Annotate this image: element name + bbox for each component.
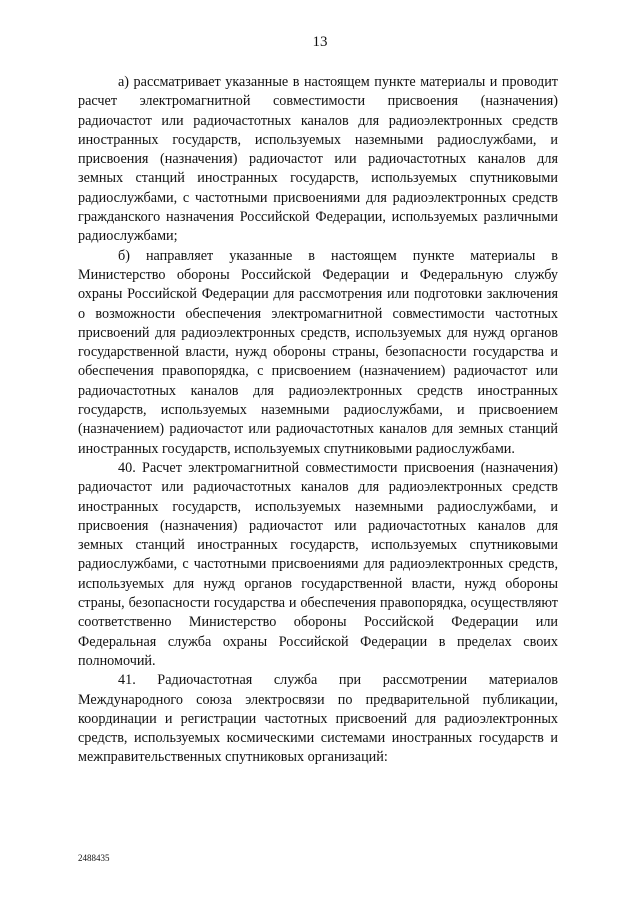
paragraph-40: 40. Расчет электромагнитной совместимости присвоения (назначения) радиочастот или радиочастотных каналов для радиоэлектронных средств иностранных государств, используемых наземными радиослужбами, и присвоения (назначения) радиочастот или радиочастотных каналов для земных станций иностранных государств, используемых спутниковыми радиослужбами, с частотными присвоениями для радиоэлектронных средств, используемых для нужд органов государственной власти, нужд обороны страны, безопасности государства и обеспечения правопорядка, осуществляют соответственно Министерство обороны Российской Федерации или Федеральная служба охраны Российской Федерации в пределах своих полномочий. xyxy=(78,459,558,669)
paragraph-41: 41. Радиочастотная служба при рассмотрении материалов Международного союза электросвязи по предварительной публикации, координации и регистрации частотных присвоений для радиоэлектронных средств, используемых космическими системами иностранных государств и межправительственных спутниковых организаций: xyxy=(78,672,558,766)
document-code: 2488435 xyxy=(78,853,110,863)
document-body xyxy=(78,73,558,768)
paragraph-b: б) направляет указанные в настоящем пункте материалы в Министерство обороны Российской Федерации и Федеральную службу охраны Российской Федерации для рассмотрения или подготовки заключения о возможности обеспечения электромагнитной совместимости частотных присвоений для радиоэлектронных средств, используемых для нужд органов государственной власти, нужд обороны страны, безопасности государства и обеспечения правопорядка, с присвоением (назначением) радиочастот или радиочастотных каналов для радиоэлектронных средств иностранных государств, используемых наземными радиослужбами, и присвоением (назначением) радиочастот или радиочастотных каналов для земных станций иностранных государств, используемых спутниковыми радиослужбами. xyxy=(78,247,558,457)
page-number: 13 xyxy=(312,34,328,50)
paragraph-a: а) рассматривает указанные в настоящем пункте материалы и проводит расчет электромагнитной совместимости присвоения (назначения) радиочастот или радиочастотных каналов для радиоэлектронных средств иностранных государств, используемых наземными радиослужбами, и присвоения (назначения) радиочастот или радиочастотных каналов для земных станций иностранных государств, используемых спутниковыми радиослужбами, с частотными присвоениями для радиоэлектронных средств гражданского назначения Российской Федерации, используемых различными радиослужбами; xyxy=(78,74,558,245)
